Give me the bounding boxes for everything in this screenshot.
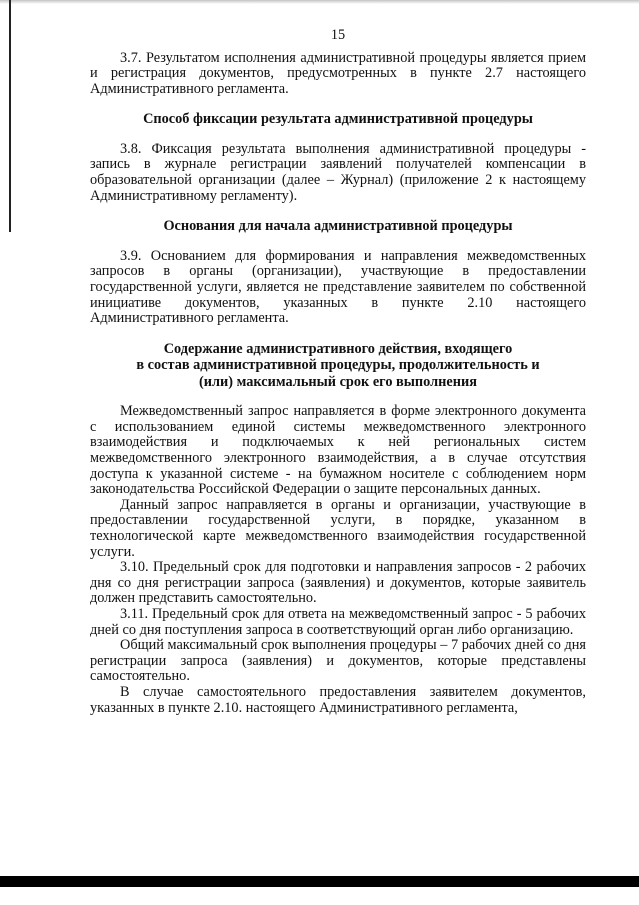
heading-content-line-1: Содержание административного действия, входящего xyxy=(163,340,513,357)
paragraph-3-9: 3.9. Основанием для формирования и направления межведомственных запросов в органы (организации), участвующие в предоставлении государственной услуги, является не представление заявителем по собственной инициативе документов, указанных в пункте 2.10 настоящего Административного регламента. xyxy=(90,247,586,327)
paragraph-3-10: 3.10. Предельный срок для подготовки и направления запросов - 2 рабочих дня со дня регистрации запроса (заявления) и документов, которые заявитель должен представить самостоятельно. xyxy=(90,559,586,607)
paragraph-3-7: 3.7. Результатом исполнения административной процедуры является прием и регистрация документов, предусмотренных в пункте 2.7 настоящего Административного регламента. xyxy=(90,49,586,97)
paragraph-request-sent-to: Данный запрос направляется в органы и организации, участвующие в предоставлении государственной услуги, в порядке, указанном в технологической карте межведомственного взаимодействия государственной услуги. xyxy=(90,496,586,560)
heading-grounds: Основания для начала административной процедуры xyxy=(163,218,513,235)
heading-fixation: Способ фиксации результата административной процедуры xyxy=(143,111,533,128)
paragraph-3-11: 3.11. Предельный срок для ответа на межведомственный запрос - 5 рабочих дней со дня поступления запроса в соответствующий орган либо организацию. xyxy=(90,605,586,638)
paragraph-total-deadline: Общий максимальный срок выполнения процедуры – 7 рабочих дней со дня регистрации запроса (заявления) и документов, которые представлены самостоятельно. xyxy=(90,637,586,685)
paragraph-self-submission: В случае самостоятельного предоставления заявителем документов, указанных в пункте 2.10. настоящего Административного регламента, xyxy=(90,683,586,716)
scan-top-edge xyxy=(0,0,639,4)
scan-bottom-bar xyxy=(0,876,639,887)
heading-content-line-3: (или) максимальный срок его выполнения xyxy=(199,373,477,390)
scan-left-edge xyxy=(9,0,11,232)
heading-content-line-2: в состав административной процедуры, продолжительность и xyxy=(136,357,540,374)
paragraph-interdepartmental-request: Межведомственный запрос направляется в форме электронного документа с использованием единой системы межведомственного электронного взаимодействия и подключаемых к ней региональных систем межведомственного электронного взаимодействия, а в случае отсутствия доступа к указанной системе - на бумажном носителе с соблюдением норм законодательства Российской Федерации о защите персональных данных. xyxy=(90,403,586,498)
paragraph-3-8: 3.8. Фиксация результата выполнения административной процедуры - запись в журнале регистрации заявлений получателей компенсации в образовательной организации (далее – Журнал) (приложение 2 к настоящему Административному регламенту). xyxy=(90,140,586,204)
page-number: 15 xyxy=(330,27,346,43)
document-page xyxy=(90,28,586,716)
heading-content xyxy=(90,341,586,391)
